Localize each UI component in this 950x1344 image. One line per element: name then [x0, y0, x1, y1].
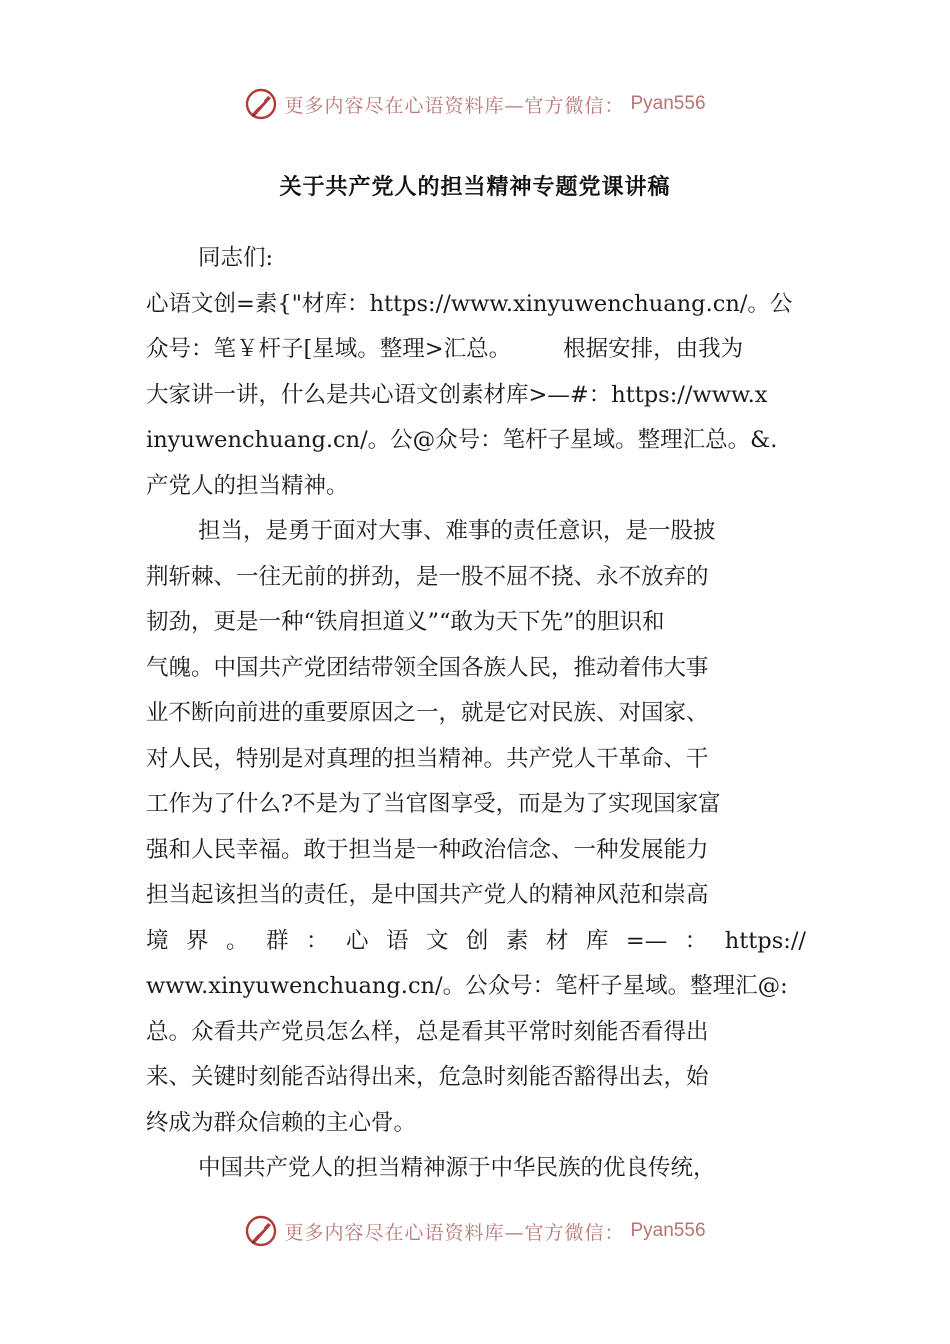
body-line: 中国共产党人的担当精神源于中华民族的优良传统，: [198, 1155, 716, 1181]
body-line: 工作为了什么?不是为了当官图享受，而是为了实现国家富: [146, 791, 721, 817]
body-line: 担当，是勇于面对大事、难事的责任意识，是一股披: [198, 518, 716, 544]
body-line: 荆斩棘、一往无前的拼劲，是一股不屈不挠、永不放弃的: [146, 563, 709, 590]
body-line: 产党人的担当精神。: [146, 472, 349, 499]
body-line: 强和人民幸福。敢于担当是一种政治信念、一种发展能力: [146, 836, 709, 863]
body-line: 境界。群：心语文创素材库=—：https://: [146, 927, 806, 954]
body-line: 韧劲，更是一种“铁肩担道义”“敢为天下先”的胆识和: [146, 609, 665, 635]
body-line: 对人民，特别是对真理的担当精神。共产党人干革命、干: [146, 745, 709, 772]
header-watermark-banner: [0, 82, 950, 126]
body-line: 担当起该担当的责任，是中国共产党人的精神风范和崇高: [146, 882, 709, 908]
quill-pen-logo-icon: [244, 1214, 278, 1248]
body-line: 终成为群众信赖的主心骨。: [146, 1109, 417, 1136]
body-line: 心语文创=素{"材库：https://www.xinyuwenchuang.cn/。公: [146, 290, 793, 317]
greeting: 同志们:: [198, 245, 274, 271]
body-line: 来、关键时刻能否站得出来，危急时刻能否豁得出去，始: [146, 1064, 709, 1090]
body-line: 大家讲一讲，什么是共心语文创素材库>—#：https://www.x: [146, 381, 768, 408]
banner-wechat-id: Pyan556: [630, 1220, 706, 1241]
body-line: inyuwenchuang.cn/。公@众号：笔杆子星域。整理汇总。&.: [146, 427, 778, 453]
body-line-part: 众号：笔￥杆子[星域。整理>汇总。: [146, 336, 512, 362]
body-line: 业不断向前进的重要原因之一，就是它对民族、对国家、: [146, 700, 709, 726]
banner-text: 更多内容尽在心语资料库—官方微信：: [284, 1221, 625, 1244]
body-line: 气魄。中国共产党团结带领全国各族人民，推动着伟大事: [146, 654, 709, 681]
document-title: 关于共产党人的担当精神专题党课讲稿: [279, 175, 671, 200]
banner-wechat-id: Pyan556: [630, 93, 706, 114]
body-line: 总。众看共产党员怎么样，总是看其平常时刻能否看得出: [146, 1018, 709, 1045]
quill-pen-logo-icon: [244, 87, 278, 121]
body-line-part: 根据安排，由我为: [563, 336, 744, 362]
footer-watermark-banner: [0, 1209, 950, 1253]
document-body: [146, 236, 806, 1192]
body-line: [146, 327, 806, 373]
banner-text: 更多内容尽在心语资料库—官方微信：: [284, 94, 625, 117]
body-line: www.xinyuwenchuang.cn/。公众号：笔杆子星域。整理汇@:: [146, 973, 788, 999]
